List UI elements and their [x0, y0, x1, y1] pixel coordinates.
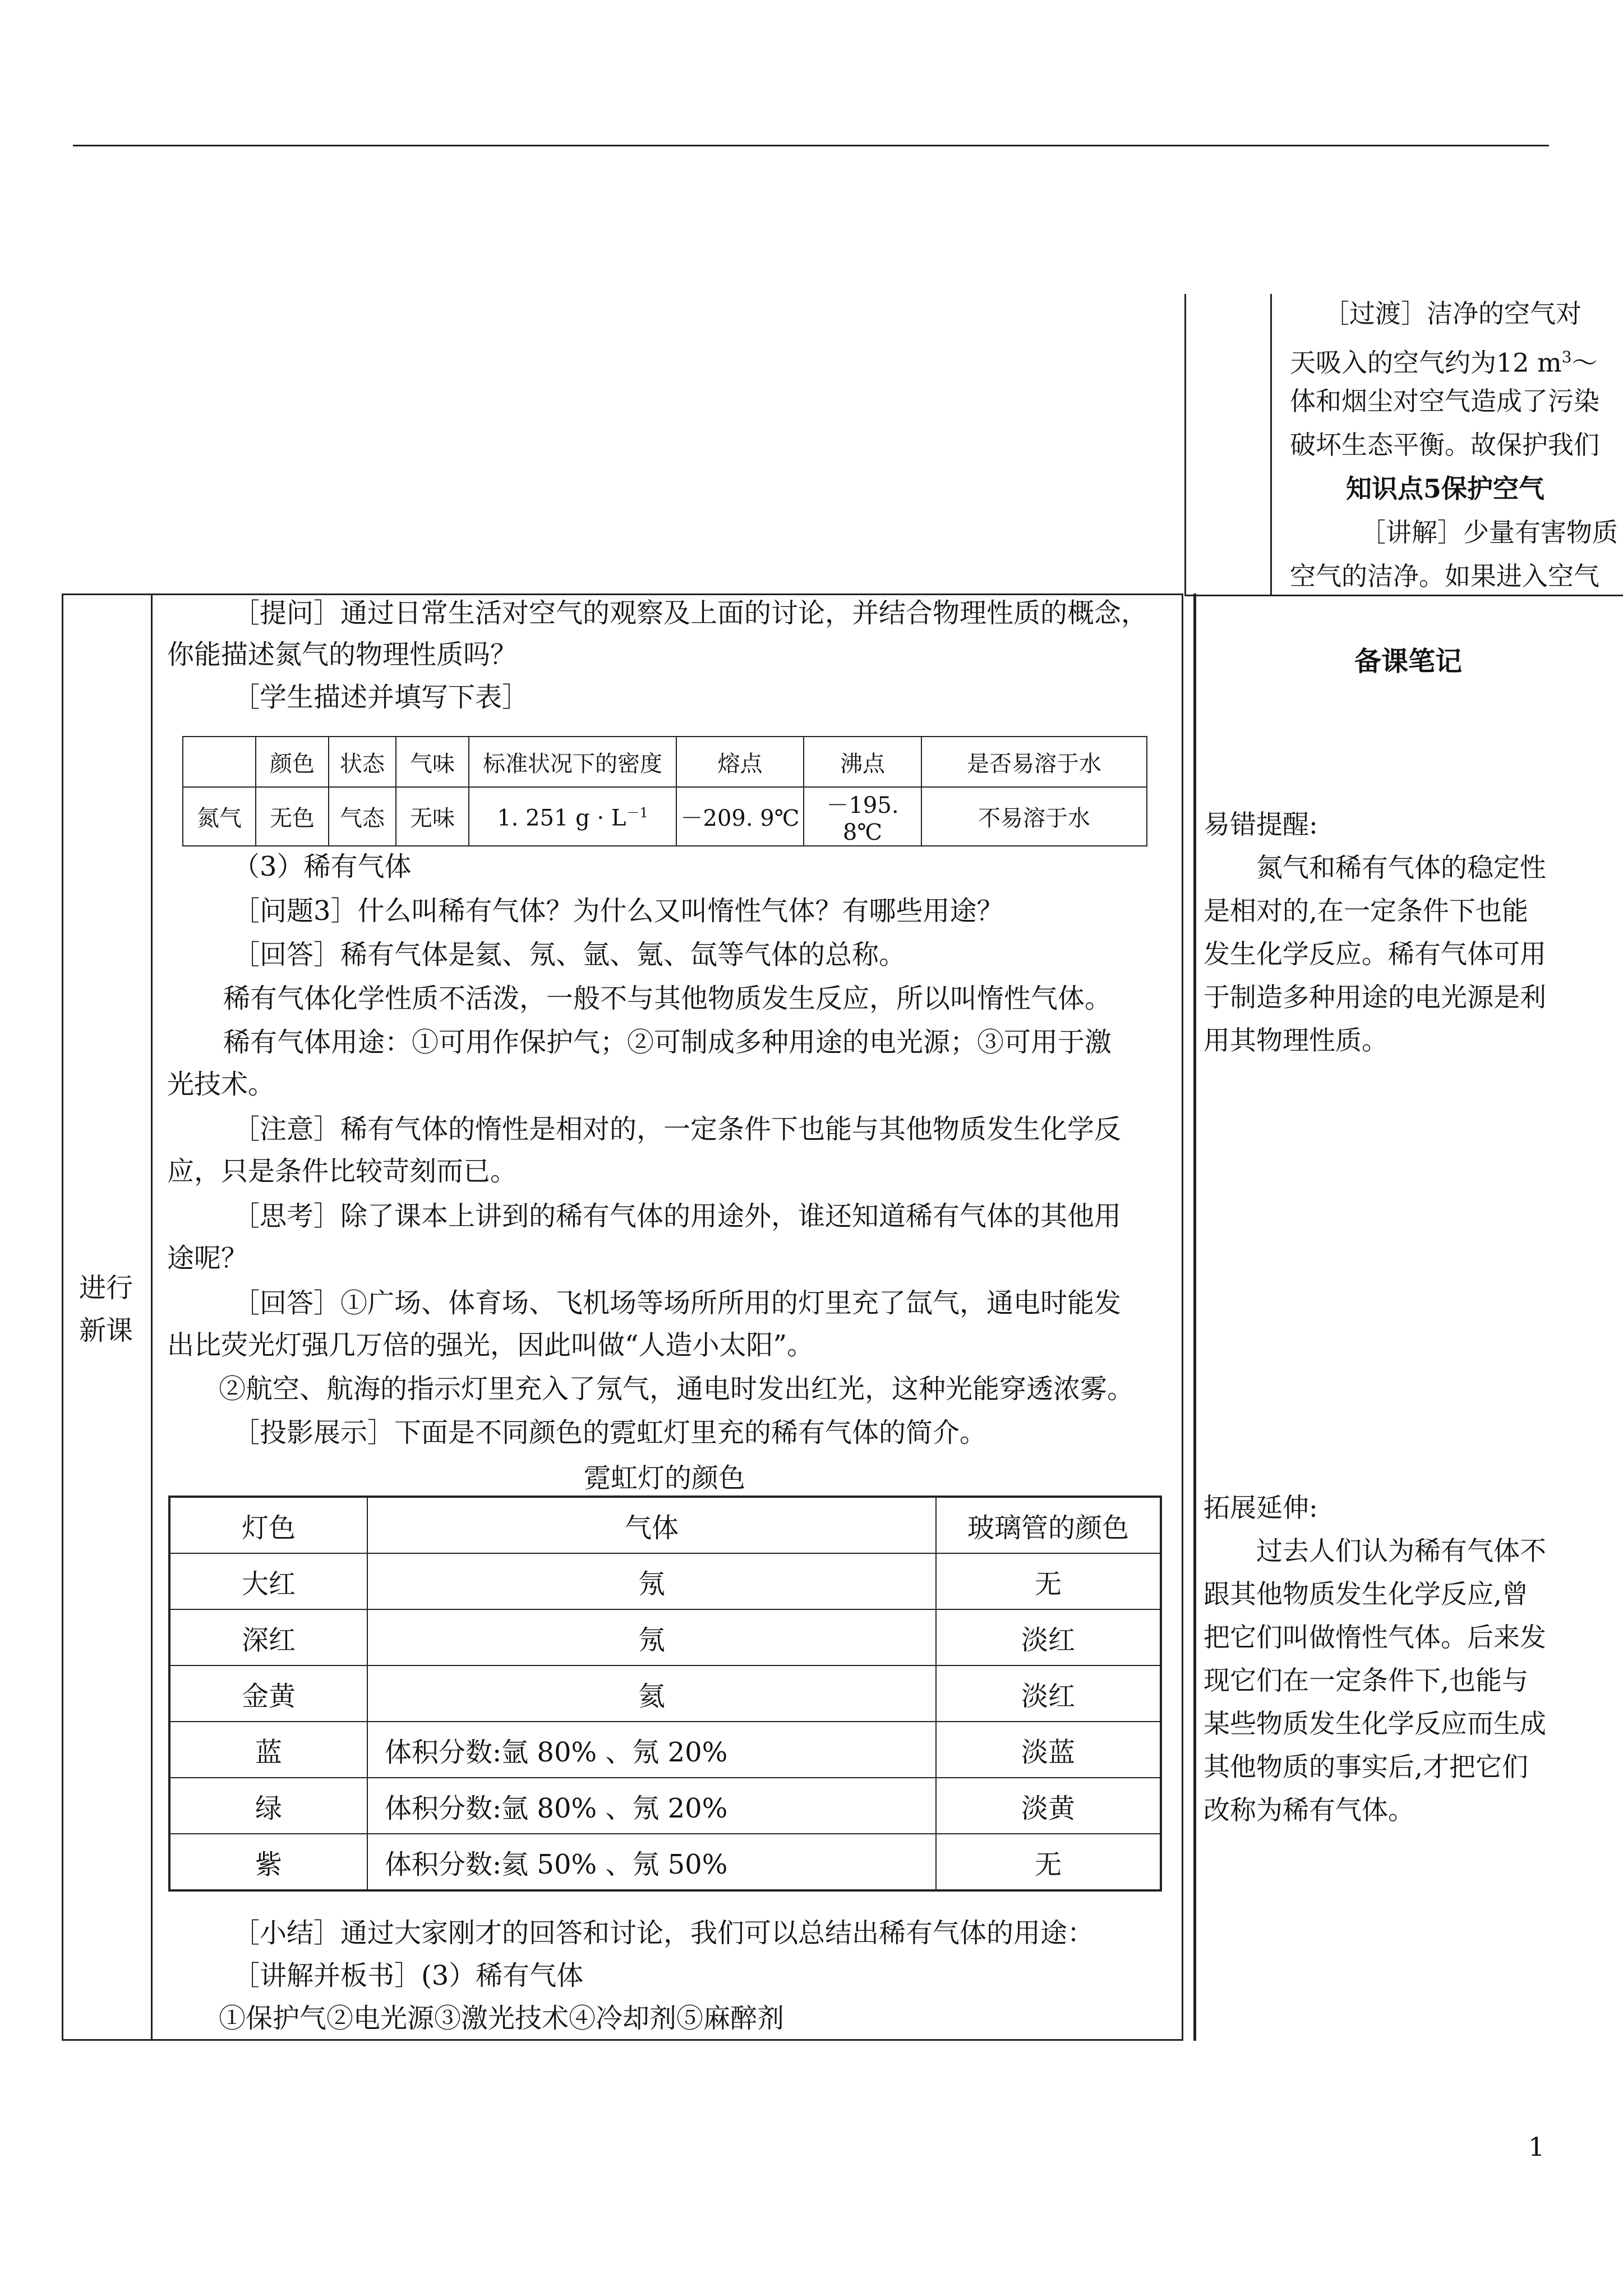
table-cell: 气体 — [367, 1497, 936, 1553]
extension-note — [1204, 1487, 1551, 1832]
table-cell: 体积分数:氦 50% 、氖 50% — [367, 1834, 936, 1890]
table-cell: 淡黄 — [936, 1778, 1161, 1834]
board-line: ［讲解并板书］(3）稀有气体 — [233, 1960, 584, 1991]
fragment-line: ［讲解］少量有害物质 — [1360, 517, 1618, 547]
table-header-row — [183, 737, 1147, 787]
table-header-row — [169, 1497, 1161, 1553]
nitrogen-properties-table — [182, 736, 1147, 846]
page-number: 1 — [1528, 2132, 1545, 2162]
answer-line: ［回答］稀有气体是氦、氖、氩、氪、氙等气体的总称。 — [233, 939, 906, 970]
answer-line: ［回答］①广场、体育场、飞机场等场所所用的灯里充了氙气，通电时能发 — [233, 1287, 1122, 1319]
table-cell: 蓝 — [169, 1722, 367, 1778]
table-cell: 深红 — [169, 1609, 367, 1665]
table-cell: 气态 — [329, 787, 396, 846]
table-cell: 沸点 — [804, 737, 921, 787]
notes-divider — [1193, 593, 1196, 2041]
table-cell: 气味 — [396, 737, 469, 787]
density-cell: 1. 251 $g \cdot L^{-1}$ — [469, 787, 676, 846]
table-cell: 熔点 — [676, 737, 804, 787]
table-cell: 体积分数:氩 80% 、氖 20% — [367, 1722, 936, 1778]
table-cell: 颜色 — [256, 737, 329, 787]
table-row — [169, 1609, 1161, 1665]
table-row — [169, 1778, 1161, 1834]
body-line: 光技术。 — [167, 1069, 275, 1100]
table-cell: 是否易溶于水 — [921, 737, 1147, 787]
table-cell: 体积分数:氩 80% 、氖 20% — [367, 1778, 936, 1834]
fragment-heading: 知识点5保护空气 — [1346, 473, 1545, 504]
table-cell: 淡蓝 — [936, 1722, 1161, 1778]
stage-label — [62, 1267, 150, 1352]
table-cell: －209. 9℃ — [676, 787, 804, 846]
answer-line: ②航空、航海的指示灯里充入了氖气，通电时发出红光，这种光能穿透浓雾。 — [219, 1373, 1135, 1405]
fragment-line: 体和烟尘对空气造成了污染 — [1290, 386, 1599, 416]
question-line: ［问题3］什么叫稀有气体？为什么又叫惰性气体？有哪些用途？ — [233, 895, 1004, 927]
table-cell: 不易溶于水 — [921, 787, 1147, 846]
note-line: 应，只是条件比较苛刻而已。 — [167, 1156, 518, 1187]
stage-label-line: 进行 — [79, 1272, 133, 1304]
table-cell: 大红 — [169, 1553, 367, 1609]
uses-line: ①保护气②电光源③激光技术④冷却剂⑤麻醉剂 — [219, 2003, 785, 2034]
fragment-line: 破坏生态平衡。故保护我们 — [1290, 430, 1599, 460]
fragment-line: ［过渡］洁净的空气对 — [1324, 298, 1581, 329]
table-row — [169, 1834, 1161, 1890]
table-cell: 无 — [936, 1553, 1161, 1609]
think-line: ［思考］除了课本上讲到的稀有气体的用途外，谁还知道稀有气体的其他用 — [233, 1200, 1122, 1232]
table-cell: 无 — [936, 1834, 1161, 1890]
table-cell: 无色 — [256, 787, 329, 846]
table-cell: 玻璃管的颜色 — [936, 1497, 1161, 1553]
neon-colors-table — [168, 1496, 1162, 1892]
header-rule — [73, 145, 1549, 146]
stage-label-line: 新课 — [79, 1315, 133, 1346]
extension-title: 拓展延伸: — [1204, 1493, 1318, 1524]
table-cell: 淡红 — [936, 1665, 1161, 1722]
error-tip-body: 氮气和稀有气体的稳定性是相对的,在一定条件下也能发生化学反应。稀有气体可用于制造多种用途的电光源是利用其物理性质。 — [1204, 853, 1546, 1056]
body-line: 稀有气体化学性质不活泼，一般不与其他物质发生反应，所以叫惰性气体。 — [223, 983, 1112, 1014]
table-cell: 氖 — [367, 1553, 936, 1609]
table-cell: 氖 — [367, 1609, 936, 1665]
fragment-line: 空气的洁净。如果进入空气 — [1290, 561, 1599, 591]
table-cell: 灯色 — [169, 1497, 367, 1553]
question-line: ［提问］通过日常生活对空气的观察及上面的讨论，并结合物理性质的概念， — [233, 597, 1149, 629]
body-line: 稀有气体用途：①可用作保护气；②可制成多种用途的电光源；③可用于激 — [223, 1027, 1112, 1058]
note-line: ［注意］稀有气体的惰性是相对的，一定条件下也能与其他物质发生化学反 — [233, 1114, 1122, 1145]
projection-line: ［投影展示］下面是不同颜色的霓虹灯里充的稀有气体的简介。 — [233, 1417, 987, 1448]
table-row — [169, 1722, 1161, 1778]
table-cell: 金黄 — [169, 1665, 367, 1722]
table-cell: 紫 — [169, 1834, 367, 1890]
section-title: （3）稀有气体 — [233, 851, 412, 882]
table-cell — [183, 737, 256, 787]
extension-body: 过去人们认为稀有气体不跟其他物质发生化学反应,曾把它们叫做惰性气体。后来发现它们在一定条件下,也能与某些物质发生化学反应而生成其他物质的事实后,才把它们改称为稀有气体。 — [1204, 1536, 1546, 1826]
table-cell: 氦 — [367, 1665, 936, 1722]
instruction-line: ［学生描述并填写下表］ — [233, 682, 529, 713]
table-cell: 淡红 — [936, 1609, 1161, 1665]
notes-heading: 备课笔记 — [1354, 646, 1462, 677]
table-row — [169, 1665, 1161, 1722]
error-tip — [1204, 803, 1551, 1062]
table-cell: 无味 — [396, 787, 469, 846]
think-line: 途呢？ — [167, 1243, 248, 1274]
previous-page-fragment — [1184, 294, 1623, 596]
table-row — [183, 787, 1147, 846]
fragment-divider — [1270, 294, 1272, 595]
table-cell: －195. 8℃ — [804, 787, 921, 846]
table-cell: 绿 — [169, 1778, 367, 1834]
fragment-line: 天吸入的空气约为12 $m^3\sim$ — [1290, 347, 1598, 378]
table-cell: 状态 — [329, 737, 396, 787]
table-cell: 标准状况下的密度 — [469, 737, 676, 787]
answer-line: 出比荧光灯强几万倍的强光，因此叫做“人造小太阳”。 — [167, 1329, 814, 1361]
column-divider — [151, 595, 153, 2039]
table-cell: 氮气 — [183, 787, 256, 846]
neon-table-caption: 霓虹灯的颜色 — [583, 1462, 745, 1494]
error-tip-title: 易错提醒: — [1204, 809, 1318, 840]
question-line: 你能描述氮气的物理性质吗？ — [167, 639, 518, 670]
table-row — [169, 1553, 1161, 1609]
summary-line: ［小结］通过大家刚才的回答和讨论，我们可以总结出稀有气体的用途： — [233, 1917, 1095, 1949]
